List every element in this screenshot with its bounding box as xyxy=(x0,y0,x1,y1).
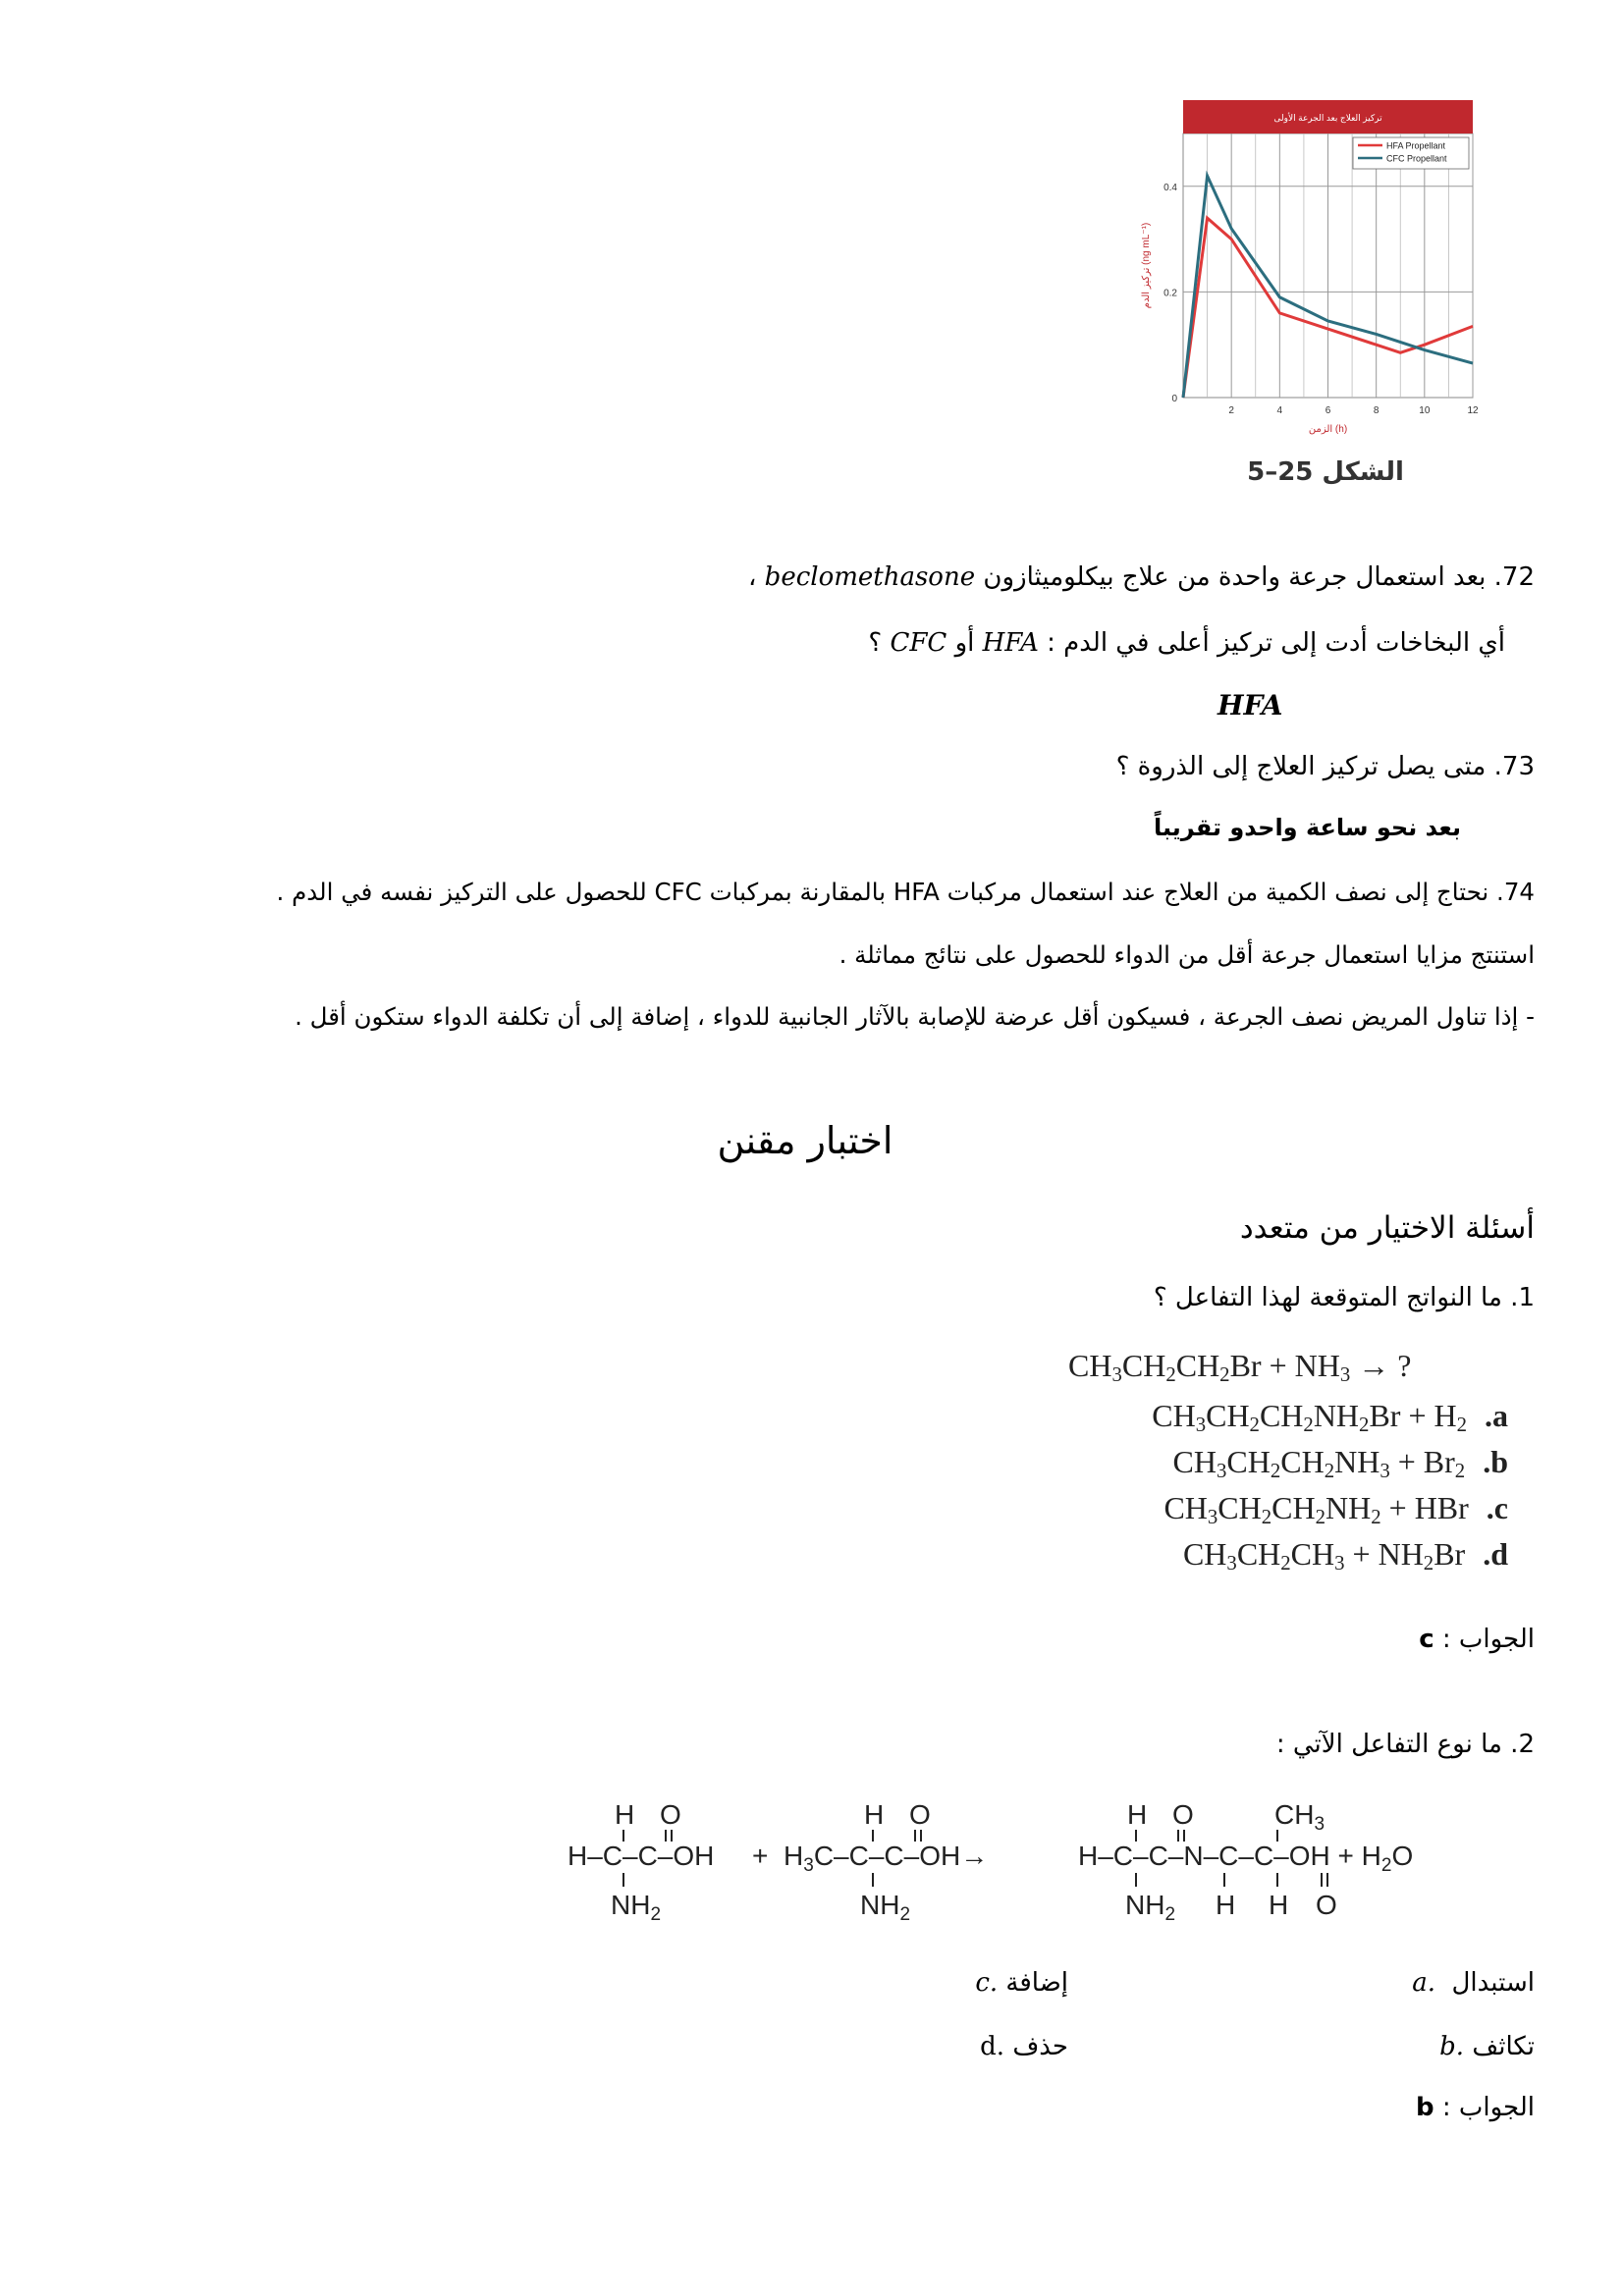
mcq2-option-c[interactable]: c. إضافة xyxy=(975,1968,1068,1998)
section-subtitle: أسئلة الاختيار من متعدد xyxy=(1239,1210,1535,1246)
y-tick-label: 0.2 xyxy=(1163,288,1177,299)
mcq1-option-b[interactable]: $CH_3CH_2CH_2NH_3 + Br_2$ .b xyxy=(1172,1444,1508,1483)
x-tick-label: 2 xyxy=(1228,405,1234,416)
x-tick-label: 6 xyxy=(1325,405,1331,416)
chart-title: تركيز العلاج بعد الجرعة الأولى xyxy=(1273,113,1382,123)
mcq1-answer: الجواب : c xyxy=(1419,1625,1535,1654)
section-title: اختبار مقنن xyxy=(717,1119,893,1162)
answer-72: HFA xyxy=(1217,689,1283,721)
concentration-chart xyxy=(1129,96,1502,450)
svg-text:H–C–C–N–C–C–OH + H2O: $H-C-C-N-C-C-OH + H_2O$ xyxy=(1078,1841,1414,1876)
svg-text:H: H xyxy=(615,1799,635,1830)
x-axis-label: الزمن (h) xyxy=(1308,424,1348,435)
mcq2-reaction-diagram xyxy=(560,1796,1502,1944)
mcq1-option-c[interactable]: $CH_3CH_2CH_2NH_2$ + HBr .c xyxy=(1163,1490,1508,1529)
x-tick-label: 4 xyxy=(1276,405,1283,416)
question-74: 74. نحتاج إلى نصف الكمية من العلاج عند استعمال مركبات HFA بالمقارنة بمركبات CFC للحصول على التركيز نفسه في الدم . xyxy=(276,878,1535,906)
question-73: 73. متى يصل تركيز العلاج إلى الذروة ؟ xyxy=(1115,752,1535,781)
mcq2-question: 2. ما نوع التفاعل الآتي : xyxy=(1275,1730,1535,1759)
y-tick-label: 0 xyxy=(1171,394,1177,404)
svg-text:H: H xyxy=(864,1799,885,1830)
svg-text:O: O xyxy=(909,1799,931,1830)
x-tick-label: 12 xyxy=(1467,405,1479,416)
svg-text:O: O xyxy=(1172,1799,1194,1830)
question-72-sub: أي البخاخات أدت إلى تركيز أعلى في الدم : HFA أو CFC ؟ xyxy=(868,628,1505,658)
question-72: 72. بعد استعمال جرعة واحدة من علاج بيكلوميثازون beclomethasone ، xyxy=(748,562,1535,592)
svg-text:NH2: $NH_2$ xyxy=(860,1890,911,1925)
svg-text:NH2: $NH_2$ xyxy=(1125,1890,1176,1925)
chart-svg xyxy=(1129,96,1502,450)
answer-74: - إذا تناول المريض نصف الجرعة ، فسيكون أقل عرضة للإصابة بالآثار الجانبية للدواء ، إضافة إلى أن تكلفة الدواء ستكون أقل . xyxy=(295,1002,1535,1031)
mcq2-option-b[interactable]: b. تكاثف xyxy=(1439,2032,1535,2061)
y-axis-label: تركيز الدم (ng mL⁻¹) xyxy=(1141,222,1152,309)
mcq2-answer: الجواب : b xyxy=(1416,2093,1535,2122)
answer-73: بعد نحو ساعة واحدو تقريباً xyxy=(1153,814,1461,841)
svg-text:H: H xyxy=(1127,1799,1148,1830)
question-74-sub: استنتج مزايا استعمال جرعة أقل من الدواء للحصول على نتائج مماثلة . xyxy=(839,940,1535,969)
svg-text:H3C–C–C–OH→: $H_3C-C-C-OH\to$ xyxy=(784,1841,989,1876)
mcq2-option-a[interactable]: a. استبدال xyxy=(1412,1968,1535,1998)
legend-label: CFC Propellant xyxy=(1386,153,1447,164)
x-tick-label: 8 xyxy=(1373,405,1380,416)
svg-text:O: O xyxy=(660,1799,681,1830)
x-tick-label: 10 xyxy=(1419,405,1431,416)
svg-text:H: H xyxy=(1269,1890,1289,1920)
mcq2-option-d[interactable]: d. حذف xyxy=(980,2032,1068,2061)
mcq1-option-a[interactable]: $CH_3CH_2CH_2NH_2Br + H_2$ .a xyxy=(1152,1398,1508,1437)
svg-text:CH3: $CH_3$ xyxy=(1274,1799,1325,1835)
svg-text:O: O xyxy=(1316,1890,1337,1920)
svg-text:NH2: $NH_2$ xyxy=(611,1890,662,1925)
mcq1-question: 1. ما النواتج المتوقعة لهذا التفاعل ؟ xyxy=(1153,1283,1535,1312)
svg-text:H–C–C–OH: H–C–C–OH xyxy=(568,1841,715,1871)
mcq1-option-d[interactable]: $CH_3CH_2CH_3 + NH_2Br$ .d xyxy=(1182,1536,1508,1575)
figure-caption: الشكل 25–5 xyxy=(1247,457,1404,487)
y-tick-label: 0.4 xyxy=(1163,182,1177,193)
svg-text:H: H xyxy=(1216,1890,1236,1920)
legend-label: HFA Propellant xyxy=(1386,140,1446,151)
svg-text:+: + xyxy=(752,1841,769,1871)
mcq1-reaction: $CH_3CH_2CH_2Br + NH_3$ → ? xyxy=(1068,1348,1412,1387)
